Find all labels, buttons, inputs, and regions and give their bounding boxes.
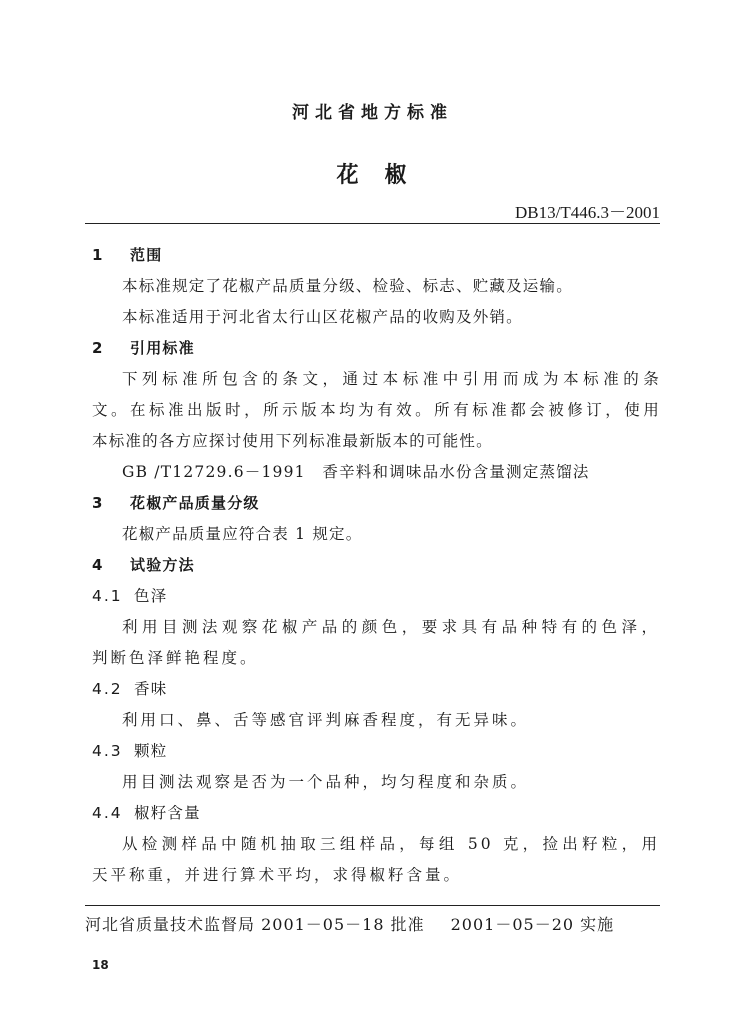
- subsection-heading: [92, 581, 660, 612]
- subsection-number: 4.1: [92, 587, 123, 605]
- section-number: 4: [92, 556, 104, 574]
- subsection-heading: [92, 736, 660, 767]
- paragraph-line: 本标准规定了花椒产品质量分级、检验、标志、贮藏及运输。: [122, 277, 573, 295]
- subsection-title: 色泽: [134, 587, 168, 605]
- subsection-number: 4.2: [92, 680, 123, 698]
- section-title: 引用标准: [130, 339, 195, 357]
- subsection-heading: [92, 674, 660, 705]
- subsection-heading: [92, 798, 660, 829]
- section-number: 2: [92, 339, 104, 357]
- subsection-title: 颗粒: [134, 742, 168, 760]
- section-heading: [92, 550, 660, 581]
- section-title: 花椒产品质量分级: [130, 494, 260, 512]
- effective-info: 2001－05－20 实施: [450, 915, 615, 934]
- paragraph-line: 从检测样品中随机抽取三组样品，每组 50 克，捡出籽粒，用: [122, 835, 660, 853]
- paragraph-line: 本标准的各方应探讨使用下列标准最新版本的可能性。: [92, 432, 493, 450]
- issue-info: 河北省质量技术监督局 2001－05－18 批准: [85, 915, 425, 934]
- section-title: 试验方法: [130, 556, 195, 574]
- document-number: DB13/T446.3－2001: [515, 203, 660, 222]
- document-body: [92, 240, 660, 891]
- paragraph-line: 下列标准所包含的条文，通过本标准中引用而成为本标准的条: [122, 370, 660, 388]
- subsection-title: 椒籽含量: [134, 804, 201, 822]
- paragraph-line: 利用目测法观察花椒产品的颜色，要求具有品种特有的色泽，: [122, 618, 660, 636]
- top-divider: [85, 223, 660, 224]
- paragraph-line: 用目测法观察是否为一个品种，均匀程度和杂质。: [122, 773, 530, 791]
- section-heading: [92, 240, 660, 271]
- reference-standard: GB /T12729.6－1991 香辛料和调味品水份含量测定蒸馏法: [122, 463, 590, 481]
- approval-line: [85, 912, 614, 935]
- document-title: 花 椒: [336, 163, 409, 188]
- section-title: 范围: [130, 246, 163, 264]
- section-heading: [92, 333, 660, 364]
- paragraph-line: 文。在标准出版时，所示版本均为有效。所有标准都会被修订，使用: [92, 401, 660, 419]
- section-heading: [92, 488, 660, 519]
- paragraph-line: 利用口、鼻、舌等感官评判麻香程度，有无异味。: [122, 711, 530, 729]
- subsection-number: 4.4: [92, 804, 123, 822]
- section-number: 3: [92, 494, 104, 512]
- section-number: 1: [92, 246, 104, 264]
- bottom-divider: [85, 905, 660, 906]
- subsection-title: 香味: [134, 680, 168, 698]
- subsection-number: 4.3: [92, 742, 123, 760]
- page-number: 18: [92, 958, 109, 972]
- paragraph-line: 花椒产品质量应符合表 1 规定。: [122, 525, 363, 543]
- paragraph-line: 本标准适用于河北省太行山区花椒产品的收购及外销。: [122, 308, 523, 326]
- paragraph-line: 天平称重，并进行算术平均，求得椒籽含量。: [92, 866, 463, 884]
- paragraph-line: 判断色泽鲜艳程度。: [92, 649, 259, 667]
- header-title: 河北省地方标准: [292, 103, 453, 123]
